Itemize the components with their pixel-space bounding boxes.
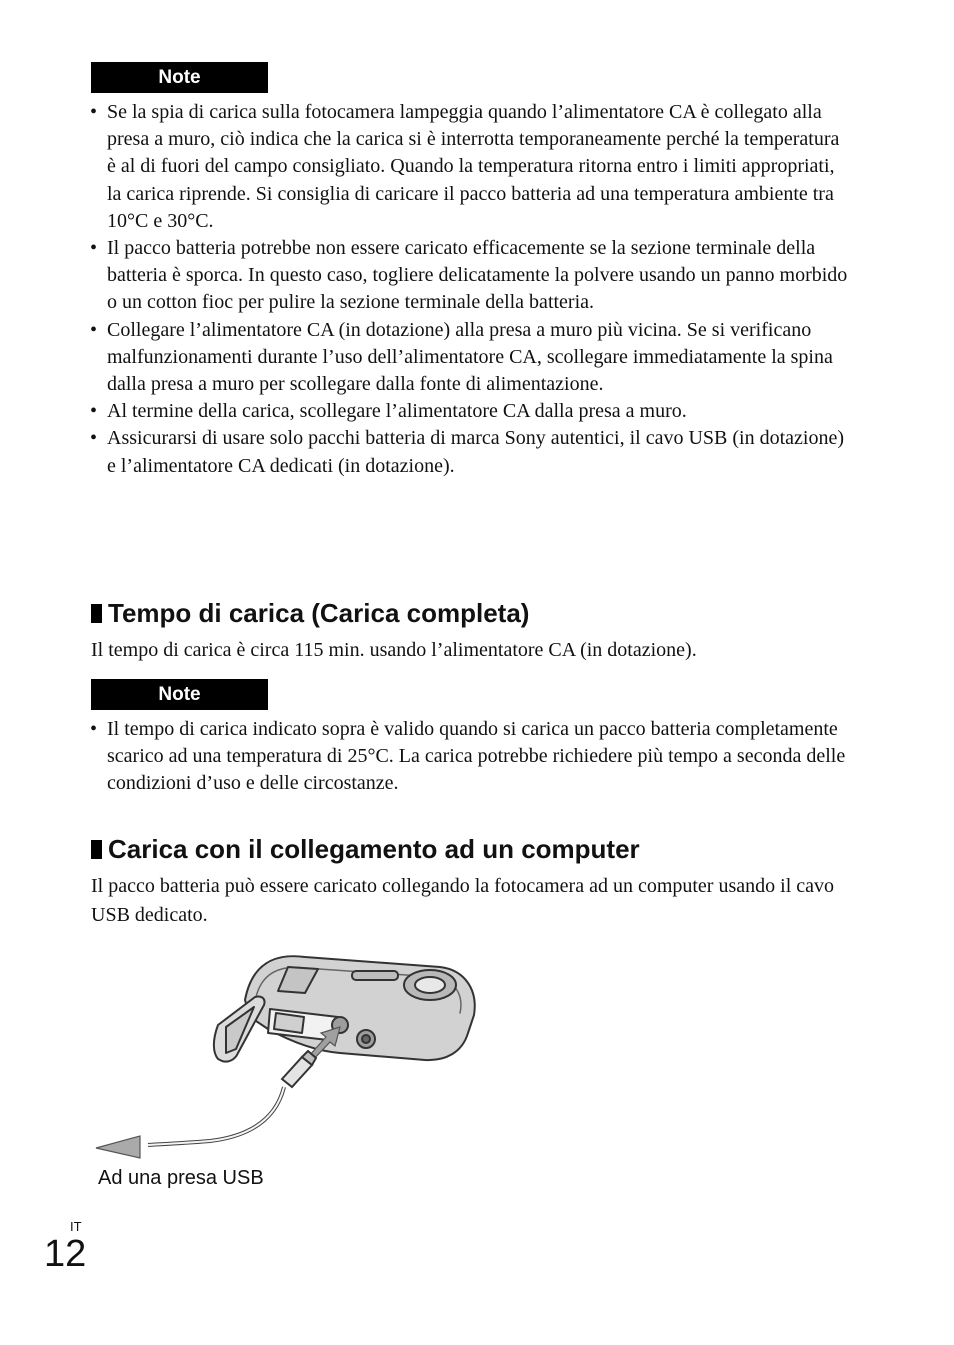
- note-item: • Assicurarsi di usare solo pacchi batteria di marca Sony autentici, il cavo USB (in dotazione) e l’alimentatore CA dedicati (in dotazione).: [88, 425, 848, 479]
- note-item: • Collegare l’alimentatore CA (in dotazione) alla presa a muro più vicina. Se si verificano malfunzionamenti durante l’uso dell’alimentatore CA, scollegare immediatamente la spina dalla presa a muro per scollegare dalla fonte di alimentazione.: [88, 317, 848, 399]
- note-list: [88, 716, 848, 798]
- section-paragraph: Il pacco batteria può essere caricato collegando la fotocamera ad un computer usando il cavo USB dedicato.: [91, 875, 834, 926]
- heading-marker-icon: [91, 604, 102, 623]
- note-item: • Se la spia di carica sulla fotocamera lampeggia quando l’alimentatore CA è collegato alla presa a muro, ciò indica che la carica si è interrotta temporaneamente perché la temperatura è al di fuori del campo consigliato. Quando la temperatura ritorna entro i limiti appropriati, la carica riprende. Si consiglia di caricare il pacco batteria ad una temperatura ambiente tra 10°C e 30°C.: [88, 99, 848, 235]
- note-item: • Il pacco batteria potrebbe non essere caricato efficacemente se la sezione terminale della batteria è sporca. In questo caso, togliere delicatamente la polvere usando un panno morbido o un cotton fioc per pulire la sezione terminale della batteria.: [88, 235, 848, 317]
- note-item: • Il tempo di carica indicato sopra è valido quando si carica un pacco batteria completamente scarico ad una temperatura di 25°C. La carica potrebbe richiedere più tempo a seconda delle condizioni d’uso e delle circostanze.: [88, 716, 848, 798]
- section-heading-text: Carica con il collegamento ad un computer: [108, 834, 640, 864]
- language-code: IT: [70, 1219, 82, 1234]
- section-heading: [91, 833, 640, 865]
- section-paragraph: Il tempo di carica è circa 115 min. usando l’alimentatore CA (in dotazione).: [91, 639, 697, 661]
- camera-usb-illustration: [90, 945, 490, 1160]
- page-number: 12: [44, 1233, 87, 1275]
- note-label: Note: [91, 62, 268, 93]
- note-label: Note: [91, 679, 268, 710]
- heading-marker-icon: [91, 840, 102, 859]
- note-item: • Al termine della carica, scollegare l’alimentatore CA dalla presa a muro.: [88, 398, 848, 425]
- illustration-caption: Ad una presa USB: [98, 1167, 264, 1189]
- section-heading: [91, 597, 529, 629]
- section-heading-text: Tempo di carica (Carica completa): [108, 598, 530, 628]
- note-list: [88, 99, 848, 480]
